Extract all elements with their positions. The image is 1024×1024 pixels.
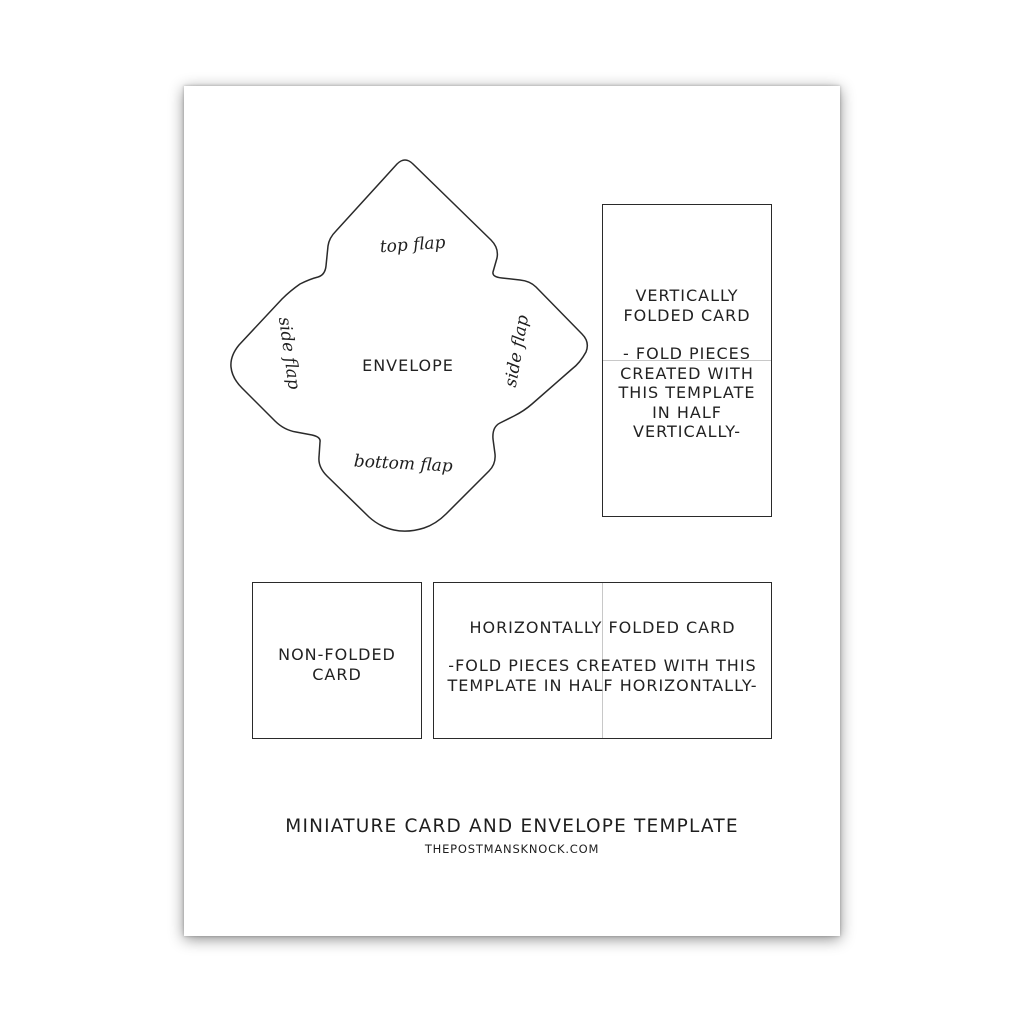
- non-folded-card-title: NON-FOLDED CARD: [278, 645, 396, 684]
- non-folded-card: [252, 582, 422, 739]
- horizontal-card-title: HORIZONTALLY FOLDED CARD: [469, 618, 736, 637]
- left-side-flap-label: side flap: [273, 315, 304, 391]
- template-sheet: [184, 86, 840, 936]
- right-side-flap-label: side flap: [500, 313, 534, 389]
- envelope-label: ENVELOPE: [362, 356, 454, 375]
- horizontal-folded-card: [433, 582, 772, 739]
- website-url: THEPOSTMANSKNOCK.COM: [424, 842, 600, 856]
- bottom-flap-label: bottom flap: [353, 451, 454, 477]
- top-flap-label: top flap: [379, 232, 447, 258]
- vertical-card-title: VERTICALLY FOLDED CARD: [623, 286, 751, 325]
- vertical-folded-card: [602, 204, 772, 517]
- horizontal-card-instructions: -FOLD PIECES CREATED WITH THIS TEMPLATE IN HALF HORIZONTALLY-: [447, 656, 758, 695]
- template-title: MINIATURE CARD AND ENVELOPE TEMPLATE: [285, 816, 739, 837]
- vertical-card-instructions: - FOLD PIECES CREATED WITH THIS TEMPLATE IN HALF VERTICALLY-: [618, 344, 756, 441]
